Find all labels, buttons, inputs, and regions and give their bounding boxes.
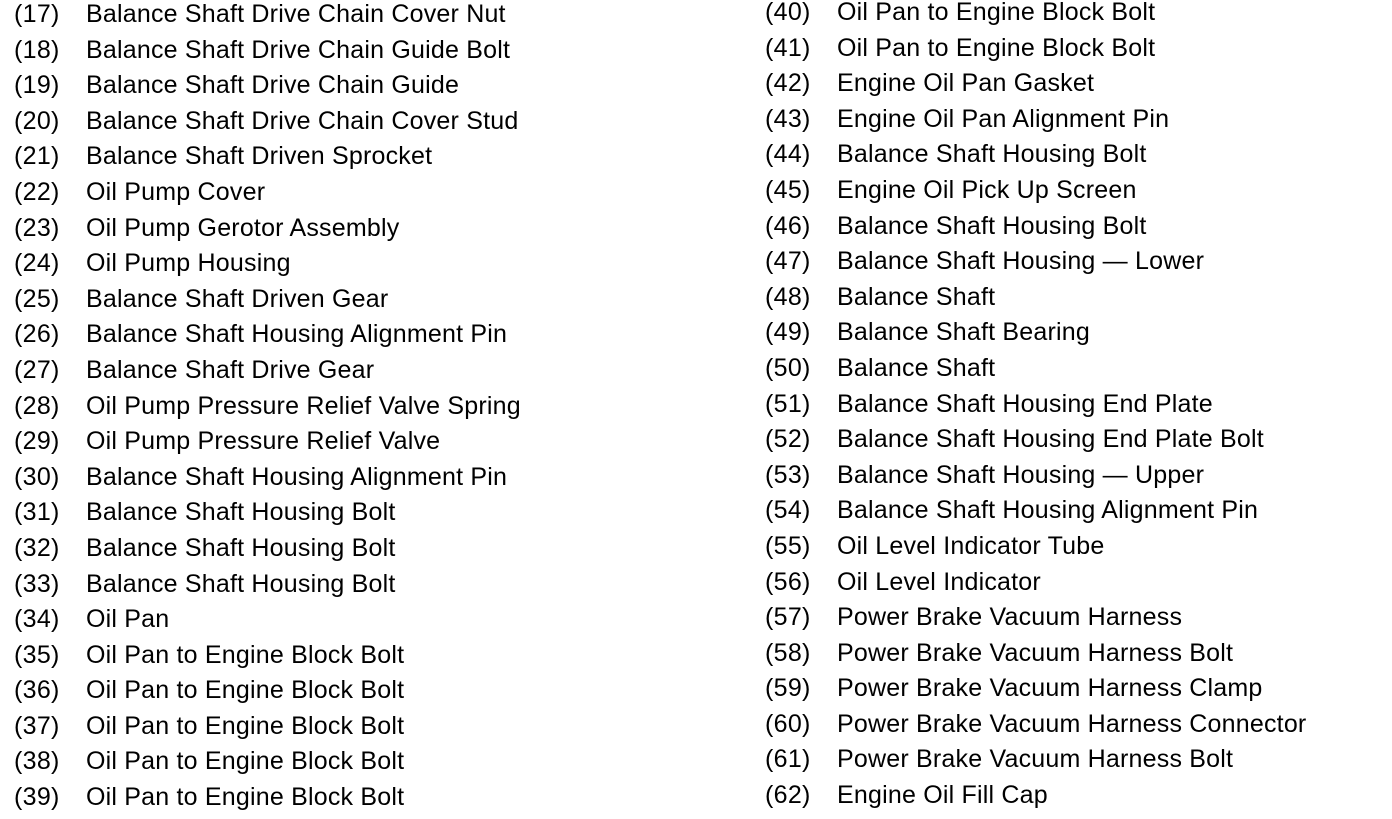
part-label: Oil Pan [86,605,170,634]
part-number: (62) [765,781,811,810]
part-number: (59) [765,674,811,703]
legend-entry [765,532,1385,568]
part-label: Power Brake Vacuum Harness Connector [837,709,1307,738]
part-label: Balance Shaft Drive Chain Cover Nut [86,0,506,28]
part-label: Balance Shaft Housing — Lower [837,247,1205,276]
part-number: (25) [14,284,60,313]
part-number: (47) [765,247,811,276]
part-label: Power Brake Vacuum Harness Bolt [837,745,1234,774]
part-number: (54) [765,496,811,525]
part-number: (42) [765,69,811,98]
part-number: (56) [765,567,811,596]
part-number: (36) [14,676,60,705]
part-number: (31) [14,498,60,527]
part-label: Balance Shaft Drive Chain Guide [86,71,460,100]
part-label: Balance Shaft Drive Chain Cover Stud [86,106,519,135]
part-label: Oil Pump Pressure Relief Valve [86,427,441,456]
legend-entry [14,463,714,499]
legend-entry [765,247,1385,283]
part-number: (30) [14,462,60,491]
part-label: Oil Pan to Engine Block Bolt [86,676,405,705]
part-label: Balance Shaft Housing Alignment Pin [837,496,1259,525]
legend-entry [765,674,1385,710]
legend-entry [765,0,1385,34]
part-label: Oil Pan to Engine Block Bolt [86,747,405,776]
part-label: Balance Shaft Housing Bolt [86,533,396,562]
part-label: Balance Shaft [837,282,996,311]
part-label: Power Brake Vacuum Harness Bolt [837,638,1234,667]
legend-entry [14,320,714,356]
part-label: Balance Shaft Housing Alignment Pin [86,320,508,349]
part-number: (37) [14,711,60,740]
legend-entry [14,178,714,214]
legend-entry [14,356,714,392]
part-label: Oil Pump Cover [86,177,266,206]
legend-entry [765,390,1385,426]
part-number: (19) [14,71,60,100]
legend-entry [14,285,714,321]
part-number: (46) [765,211,811,240]
legend-entry [765,212,1385,248]
part-number: (35) [14,640,60,669]
part-number: (48) [765,282,811,311]
part-label: Oil Pump Gerotor Assembly [86,213,400,242]
legend-entry [14,676,714,712]
part-label: Oil Pan to Engine Block Bolt [86,783,405,812]
part-label: Balance Shaft Housing Bolt [86,498,396,527]
part-number: (34) [14,605,60,634]
legend-entry [14,71,714,107]
part-label: Balance Shaft Housing Bolt [837,211,1147,240]
legend-entry [765,354,1385,390]
legend-entry [14,36,714,72]
legend-entry [765,140,1385,176]
part-number: (27) [14,355,60,384]
part-number: (22) [14,177,60,206]
part-label: Oil Level Indicator Tube [837,531,1105,560]
part-label: Oil Pan to Engine Block Bolt [837,0,1156,26]
legend-entry [14,142,714,178]
part-label: Balance Shaft Driven Sprocket [86,142,433,171]
part-number: (20) [14,106,60,135]
part-number: (44) [765,140,811,169]
parts-legend-right-column [765,0,1385,817]
legend-entry [765,568,1385,604]
part-label: Balance Shaft Housing Bolt [837,140,1147,169]
part-label: Balance Shaft [837,353,996,382]
part-number: (60) [765,709,811,738]
part-number: (49) [765,318,811,347]
part-number: (45) [765,175,811,204]
part-label: Balance Shaft Housing Bolt [86,569,396,598]
legend-entry [14,534,714,570]
legend-entry [765,318,1385,354]
part-label: Power Brake Vacuum Harness [837,603,1183,632]
part-number: (53) [765,460,811,489]
legend-entry [14,712,714,748]
part-number: (52) [765,425,811,454]
part-number: (26) [14,320,60,349]
part-number: (58) [765,638,811,667]
legend-entry [14,249,714,285]
part-number: (21) [14,142,60,171]
legend-entry [765,34,1385,70]
part-number: (28) [14,391,60,420]
legend-entry [765,639,1385,675]
legend-entry [765,176,1385,212]
legend-entry [765,425,1385,461]
legend-entry [765,69,1385,105]
part-label: Oil Pan to Engine Block Bolt [837,33,1156,62]
part-number: (18) [14,35,60,64]
legend-entry [14,498,714,534]
part-number: (50) [765,353,811,382]
part-label: Power Brake Vacuum Harness Clamp [837,674,1263,703]
legend-entry [765,283,1385,319]
part-label: Engine Oil Pick Up Screen [837,175,1137,204]
legend-entry [14,641,714,677]
part-number: (23) [14,213,60,242]
legend-entry [14,392,714,428]
legend-entry [14,0,714,36]
part-number: (55) [765,531,811,560]
part-number: (38) [14,747,60,776]
part-number: (41) [765,33,811,62]
part-number: (40) [765,0,811,26]
legend-entry [765,603,1385,639]
part-number: (17) [14,0,60,28]
part-number: (43) [765,104,811,133]
legend-entry [765,745,1385,781]
legend-entry [765,710,1385,746]
part-label: Engine Oil Fill Cap [837,781,1048,810]
legend-entry [14,214,714,250]
part-label: Engine Oil Pan Alignment Pin [837,104,1170,133]
part-label: Balance Shaft Driven Gear [86,284,389,313]
part-number: (29) [14,427,60,456]
part-label: Oil Pan to Engine Block Bolt [86,711,405,740]
legend-entry [765,105,1385,141]
part-label: Engine Oil Pan Gasket [837,69,1095,98]
parts-legend-left-column [14,0,714,819]
legend-entry [14,747,714,783]
part-label: Balance Shaft Bearing [837,318,1090,347]
part-number: (24) [14,249,60,278]
part-label: Balance Shaft Drive Gear [86,355,375,384]
part-label: Oil Pump Pressure Relief Valve Spring [86,391,521,420]
part-number: (39) [14,783,60,812]
part-label: Oil Level Indicator [837,567,1041,596]
legend-entry [765,461,1385,497]
part-label: Balance Shaft Housing End Plate [837,389,1213,418]
legend-entry [765,781,1385,817]
part-number: (32) [14,533,60,562]
part-label: Balance Shaft Housing End Plate Bolt [837,425,1264,454]
part-number: (57) [765,603,811,632]
legend-entry [14,427,714,463]
part-label: Oil Pan to Engine Block Bolt [86,640,405,669]
part-label: Balance Shaft Drive Chain Guide Bolt [86,35,511,64]
part-number: (33) [14,569,60,598]
part-label: Oil Pump Housing [86,249,291,278]
legend-entry [14,107,714,143]
legend-entry [765,496,1385,532]
part-number: (51) [765,389,811,418]
legend-entry [14,570,714,606]
part-label: Balance Shaft Housing — Upper [837,460,1205,489]
legend-entry [14,605,714,641]
legend-entry [14,783,714,819]
part-number: (61) [765,745,811,774]
part-label: Balance Shaft Housing Alignment Pin [86,462,508,491]
